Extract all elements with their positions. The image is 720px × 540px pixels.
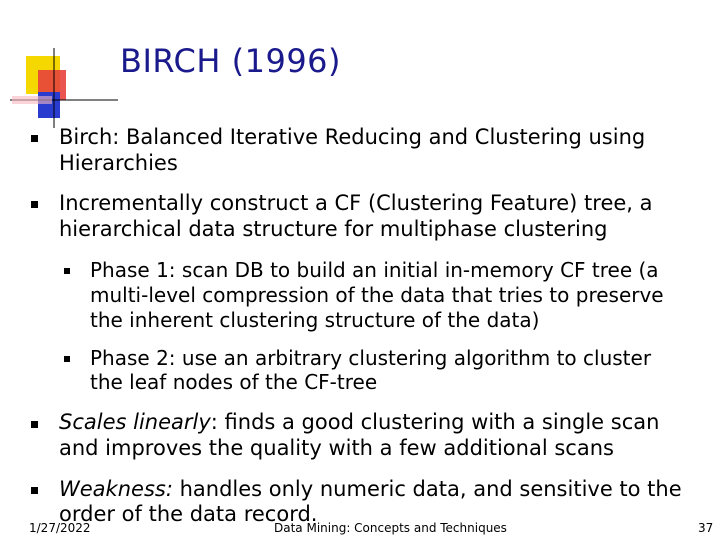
bullet-2-line-2: hierarchical data structure for multiphase clustering — [59, 217, 608, 241]
bullet-1-line-2: Hierarchies — [59, 151, 178, 175]
footer-date: 1/27/2022 — [29, 521, 91, 535]
slide-logo-icon — [0, 0, 120, 130]
bullet-3-rest: : finds a good clustering with a single scan — [210, 410, 660, 434]
sub-bullet-marker — [64, 356, 70, 362]
bullet-1-line-1: Birch: Balanced Iterative Reducing and Clustering using — [59, 125, 646, 149]
sub-bullet-marker — [64, 268, 70, 274]
bullet-4-italic: Weakness: — [59, 477, 173, 501]
footer-title: Data Mining: Concepts and Techniques — [274, 521, 507, 535]
sub-bullet-1-line-1: Phase 1: scan DB to build an initial in-memory CF tree (a — [90, 258, 659, 282]
bullet-2-line-1: Incrementally construct a CF (Clustering Feature) tree, a — [59, 191, 653, 215]
bullet-4-line-2: order of the data record. — [59, 502, 318, 526]
page-number: 37 — [698, 521, 714, 535]
sub-bullet-2-line-2: the leaf nodes of the CF-tree — [90, 370, 378, 394]
page-title: BIRCH (1996) — [120, 42, 342, 80]
sub-bullet-2-line-1: Phase 2: use an arbitrary clustering algorithm to cluster — [90, 346, 652, 370]
sub-bullet-1-line-2: multi-level compression of the data that tries to preserve — [90, 283, 664, 307]
bullet-marker — [31, 135, 38, 142]
bullet-3-line-1 — [59, 409, 659, 435]
bullet-3-line-2: and improves the quality with a few additional scans — [59, 436, 614, 460]
bullet-marker — [31, 487, 38, 494]
sub-bullet-1-line-3: the inherent clustering structure of the data) — [90, 308, 540, 332]
bullet-4-line-1 — [59, 476, 682, 502]
bullet-marker — [31, 421, 38, 428]
bullet-3-italic: Scales linearly — [59, 410, 211, 434]
bullet-marker — [31, 201, 38, 208]
bullet-4-rest: handles only numeric data, and sensitive to the — [172, 477, 682, 501]
